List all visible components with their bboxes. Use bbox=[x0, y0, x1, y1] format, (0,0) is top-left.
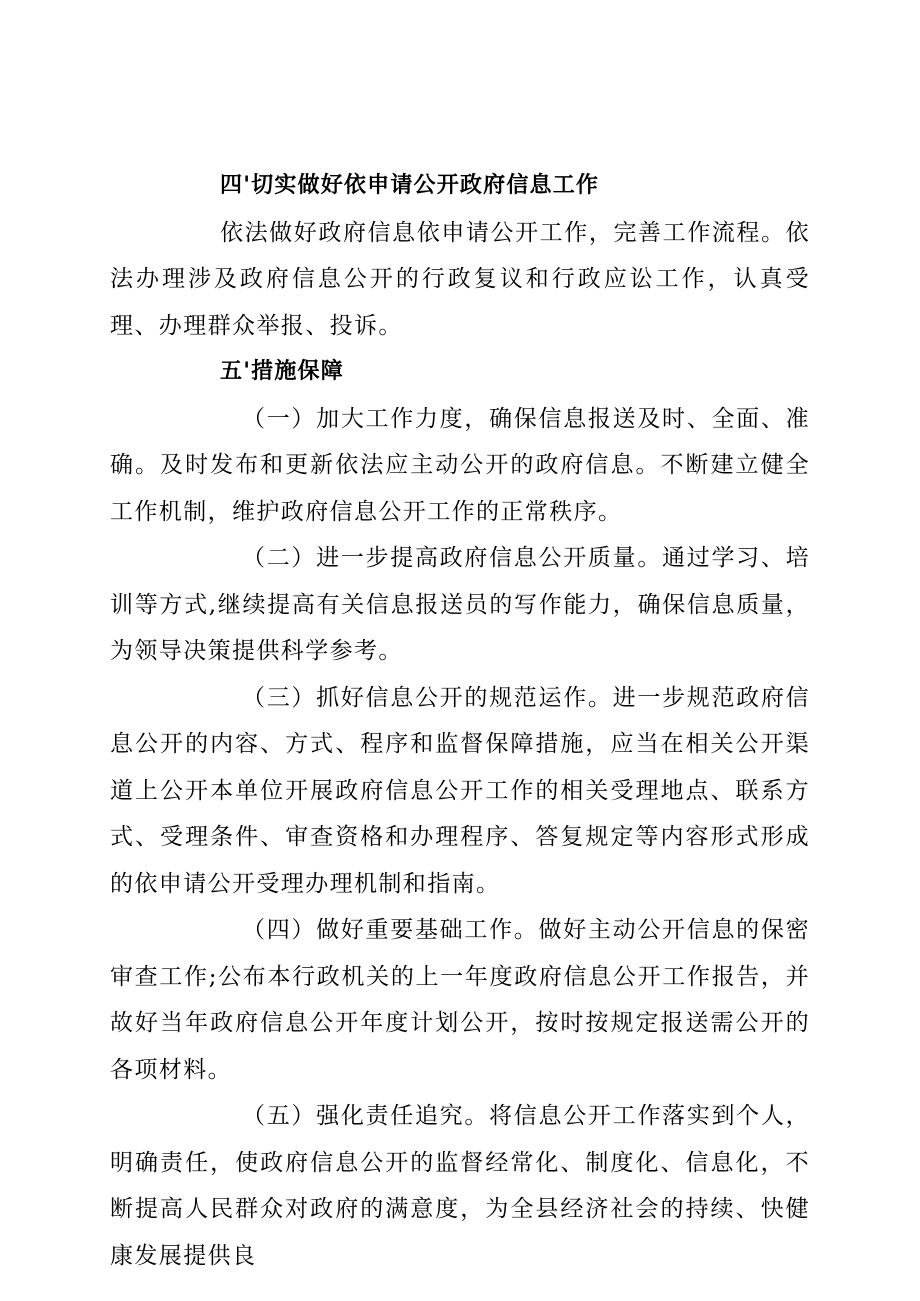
measure-item-1: （一）加大工作力度，确保信息报送及时、全面、准确。及时发布和更新依法应主动公开的政府信息。不断建立健全工作机制，维护政府信息公开工作的正常秩序。 bbox=[110, 405, 810, 525]
measure-item-2: （二）进一步提高政府信息公开质量。通过学习、培训等方式,继续提高有关信息报送员的写作能力，确保信息质量，为领导决策提供科学参考。 bbox=[110, 545, 810, 664]
measure-item-3: （三）抓好信息公开的规范运作。进一步规范政府信息公开的内容、方式、程序和监督保障措施，应当在相关公开渠道上公开本单位开展政府信息公开工作的相关受理地点、联系方式、受理条件、审查资格和办理程序、答复规定等内容形式形成的依申请公开受理办理机制和指南。 bbox=[110, 684, 810, 897]
section-heading-4: 四'切实做好依申请公开政府信息工作 bbox=[220, 173, 600, 198]
section-heading-5: 五'措施保障 bbox=[220, 359, 344, 384]
measure-item-4: （四）做好重要基础工作。做好主动公开信息的保密审查工作;公布本行政机关的上一年度政府信息公开工作报告，并故好当年政府信息公开年度计划公开，按时按规定报送需公开的各项材料。 bbox=[110, 917, 810, 1083]
document-body bbox=[110, 163, 810, 1279]
measure-item-5: （五）强化责任追究。将信息公开工作落实到个人，明确责任，使政府信息公开的监督经常化、制度化、信息化，不断提高人民群众对政府的满意度，为全县经济社会的持续、快健康发展提供良 bbox=[110, 1103, 810, 1269]
section-4-paragraph: 依法做好政府信息依申请公开工作，完善工作流程。依法办理涉及政府信息公开的行政复议和行政应讼工作，认真受理、办理群众举报、投诉。 bbox=[110, 219, 810, 339]
